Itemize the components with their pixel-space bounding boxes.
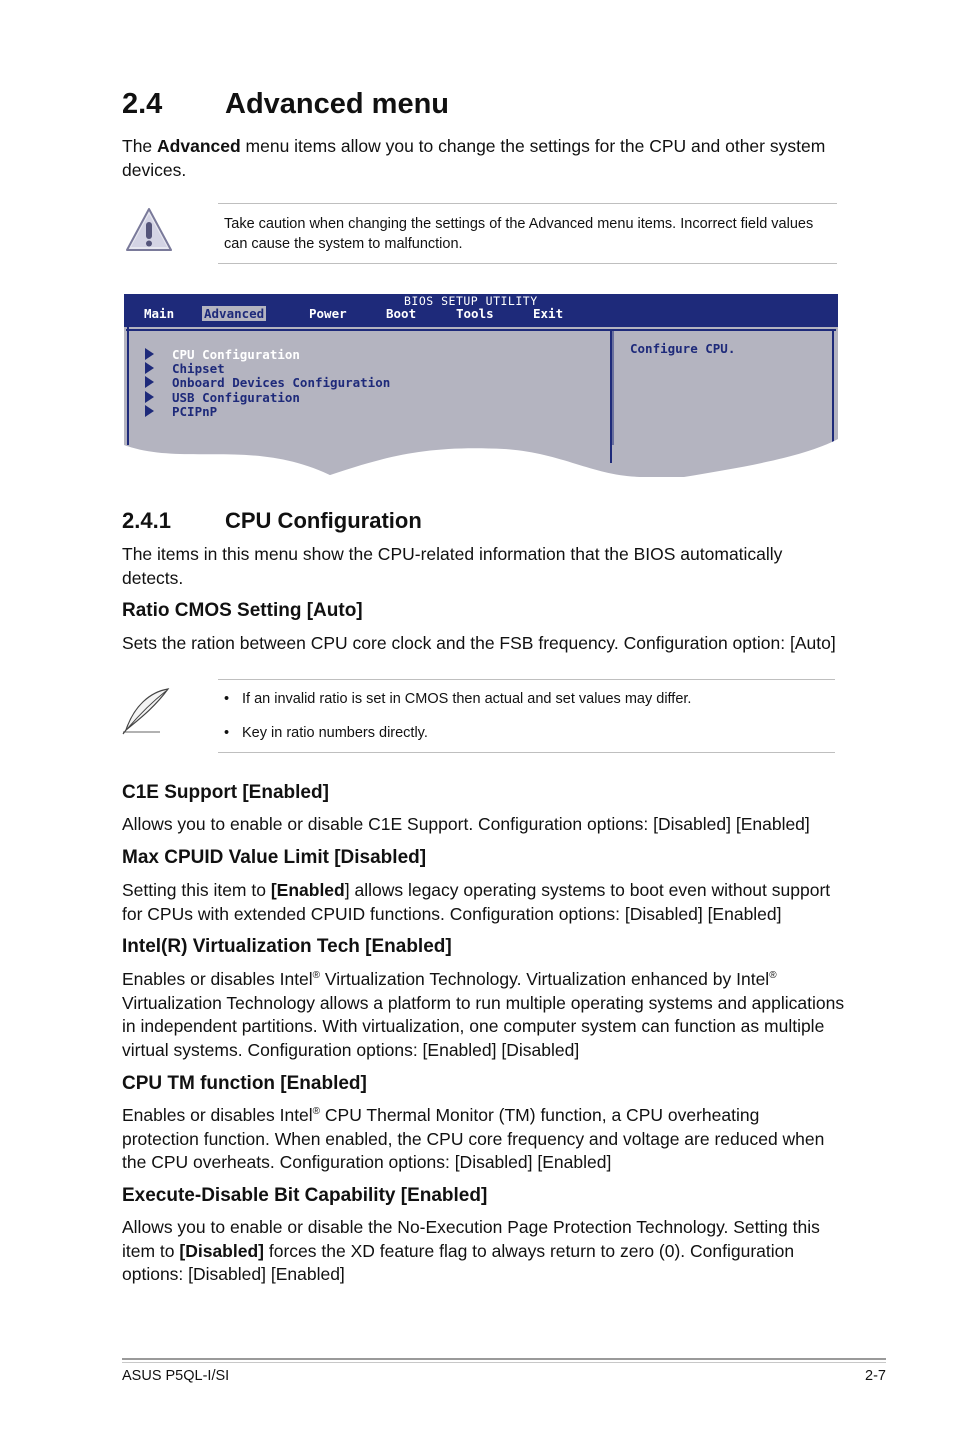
warning-triangle-icon [124, 206, 174, 254]
bios-item-pcipnp[interactable]: PCIPnP [172, 404, 218, 419]
xd-desc-text: Allows you to enable or disable the No-Execution Page Protection Technology. Setting this [122, 1217, 820, 1237]
bios-item-cpu-configuration[interactable]: CPU Configuration [172, 347, 300, 362]
caution-text: Take caution when changing the settings of the Advanced menu items. Incorrect field values can cause the system to malfunction. [224, 216, 814, 252]
footer-rule [122, 1358, 886, 1360]
tm-desc-text: the CPU overheats. Configuration options: [Disabled] [Enabled] [122, 1152, 612, 1172]
c1e-heading: C1E Support [Enabled] [122, 782, 329, 803]
vt-desc-text: in independent partitions. With virtualization, one computer system can function as multiple [122, 1016, 825, 1036]
section-intro [122, 135, 842, 182]
subsection-title-text: CPU Configuration [225, 508, 422, 533]
bios-title: BIOS SETUP UTILITY [404, 294, 538, 308]
vt-desc-text: Virtualization Technology allows a platform to run multiple operating systems and applications [122, 992, 845, 1013]
cpuid-desc [122, 879, 862, 926]
registered-mark: ® [312, 1106, 321, 1118]
bios-menu-boot[interactable]: Boot [386, 306, 417, 321]
tm-desc [122, 1104, 862, 1175]
registered-mark: ® [769, 970, 777, 982]
tm-heading: CPU TM function [Enabled] [122, 1073, 367, 1094]
bios-menu-power[interactable]: Power [309, 306, 347, 321]
note-bullet-text: If an invalid ratio is set in CMOS then actual and set values may differ. [242, 691, 692, 707]
caution-top-rule [218, 203, 837, 204]
xd-desc [122, 1216, 862, 1287]
tm-desc-text: Enables or disables Intel [122, 1105, 313, 1125]
cpuid-desc-text: ] allows legacy operating systems to boot even without support [344, 880, 831, 900]
footer-product: ASUS P5QL-I/SI [122, 1368, 230, 1384]
vt-desc-text: Virtualization Technology. Virtualization enhanced by Intel [320, 969, 770, 989]
cpuid-desc-text: for CPUs with extended CPUID functions. Configuration options: [Disabled] [Enabled] [122, 903, 782, 924]
registered-mark: ® [312, 970, 321, 982]
ratio-desc: Sets the ration between CPU core clock and the FSB frequency. Configuration option: [Auto] [122, 633, 836, 653]
bios-body [124, 327, 838, 477]
intro-text-rest: menu items allow you to change the settings for the CPU and other system devices. [122, 136, 826, 180]
note-top-rule [218, 679, 835, 680]
bios-arrow-icon [145, 348, 154, 360]
bios-arrow-icon [145, 391, 154, 403]
bios-menu-exit[interactable]: Exit [533, 306, 564, 321]
xd-desc-text: options: [Disabled] [Enabled] [122, 1264, 345, 1284]
c1e-desc: Allows you to enable or disable C1E Support. Configuration options: [Disabled] [Enabled] [122, 814, 810, 834]
vt-heading: Intel(R) Virtualization Tech [Enabled] [122, 936, 452, 957]
footer-rule-thin [122, 1362, 886, 1363]
vt-desc-text: Enables or disables Intel [122, 969, 313, 989]
bios-menu-tools[interactable]: Tools [456, 306, 494, 321]
xd-heading: Execute-Disable Bit Capability [Enabled] [122, 1185, 488, 1206]
bios-arrow-icon [145, 376, 154, 388]
xd-desc-bold: [Disabled] [179, 1240, 264, 1261]
bios-menu-advanced[interactable]: Advanced [204, 306, 265, 321]
page-title [122, 88, 449, 121]
bios-item-onboard-devices[interactable]: Onboard Devices Configuration [172, 375, 391, 390]
footer-page-number: 2-7 [865, 1368, 886, 1384]
bios-item-usb-configuration[interactable]: USB Configuration [172, 390, 300, 405]
feather-pen-icon [120, 686, 172, 736]
subsection-intro: The items in this menu show the CPU-related information that the BIOS automatically detects. [122, 544, 783, 588]
tm-desc-text: protection function. When enabled, the CPU core frequency and voltage are reduced when [122, 1128, 825, 1149]
note-bullet-2: • Key in ratio numbers directly. [224, 725, 428, 741]
xd-desc-text: item to [122, 1240, 180, 1261]
bios-help-text: Configure CPU. [630, 341, 736, 356]
cpuid-desc-bold: [Enabled [270, 880, 345, 900]
bios-header [124, 294, 838, 327]
tm-desc-text: CPU Thermal Monitor (TM) function, a CPU overheating [320, 1105, 760, 1125]
bios-item-chipset[interactable]: Chipset [172, 361, 225, 376]
note-bullet-text: Key in ratio numbers directly. [242, 725, 428, 741]
ratio-heading: Ratio CMOS Setting [Auto] [122, 600, 363, 621]
section-title: Advanced menu [225, 88, 449, 120]
vt-desc-text: virtual systems. Configuration options: [Enabled] [Disabled] [122, 1039, 580, 1060]
note-bullet-1: • If an invalid ratio is set in CMOS then actual and set values may differ. [224, 691, 692, 707]
section-number: 2.4 [122, 88, 163, 120]
note-bottom-rule [218, 752, 835, 753]
vt-desc [122, 968, 862, 1062]
bios-arrow-icon [145, 405, 154, 417]
bios-screenshot [124, 294, 838, 476]
xd-desc-text: forces the XD feature flag to always return to zero (0). Configuration [264, 1240, 795, 1261]
subsection-number: 2.4.1 [122, 508, 171, 533]
intro-text: The [122, 136, 158, 156]
bios-menu-main[interactable]: Main [144, 306, 175, 321]
intro-bold: Advanced [157, 136, 241, 156]
bios-arrow-icon [145, 362, 154, 374]
caution-bottom-rule [218, 263, 837, 264]
cpuid-heading: Max CPUID Value Limit [Disabled] [122, 847, 427, 868]
cpuid-desc-text: Setting this item to [122, 880, 271, 900]
subsection-title [122, 508, 422, 534]
